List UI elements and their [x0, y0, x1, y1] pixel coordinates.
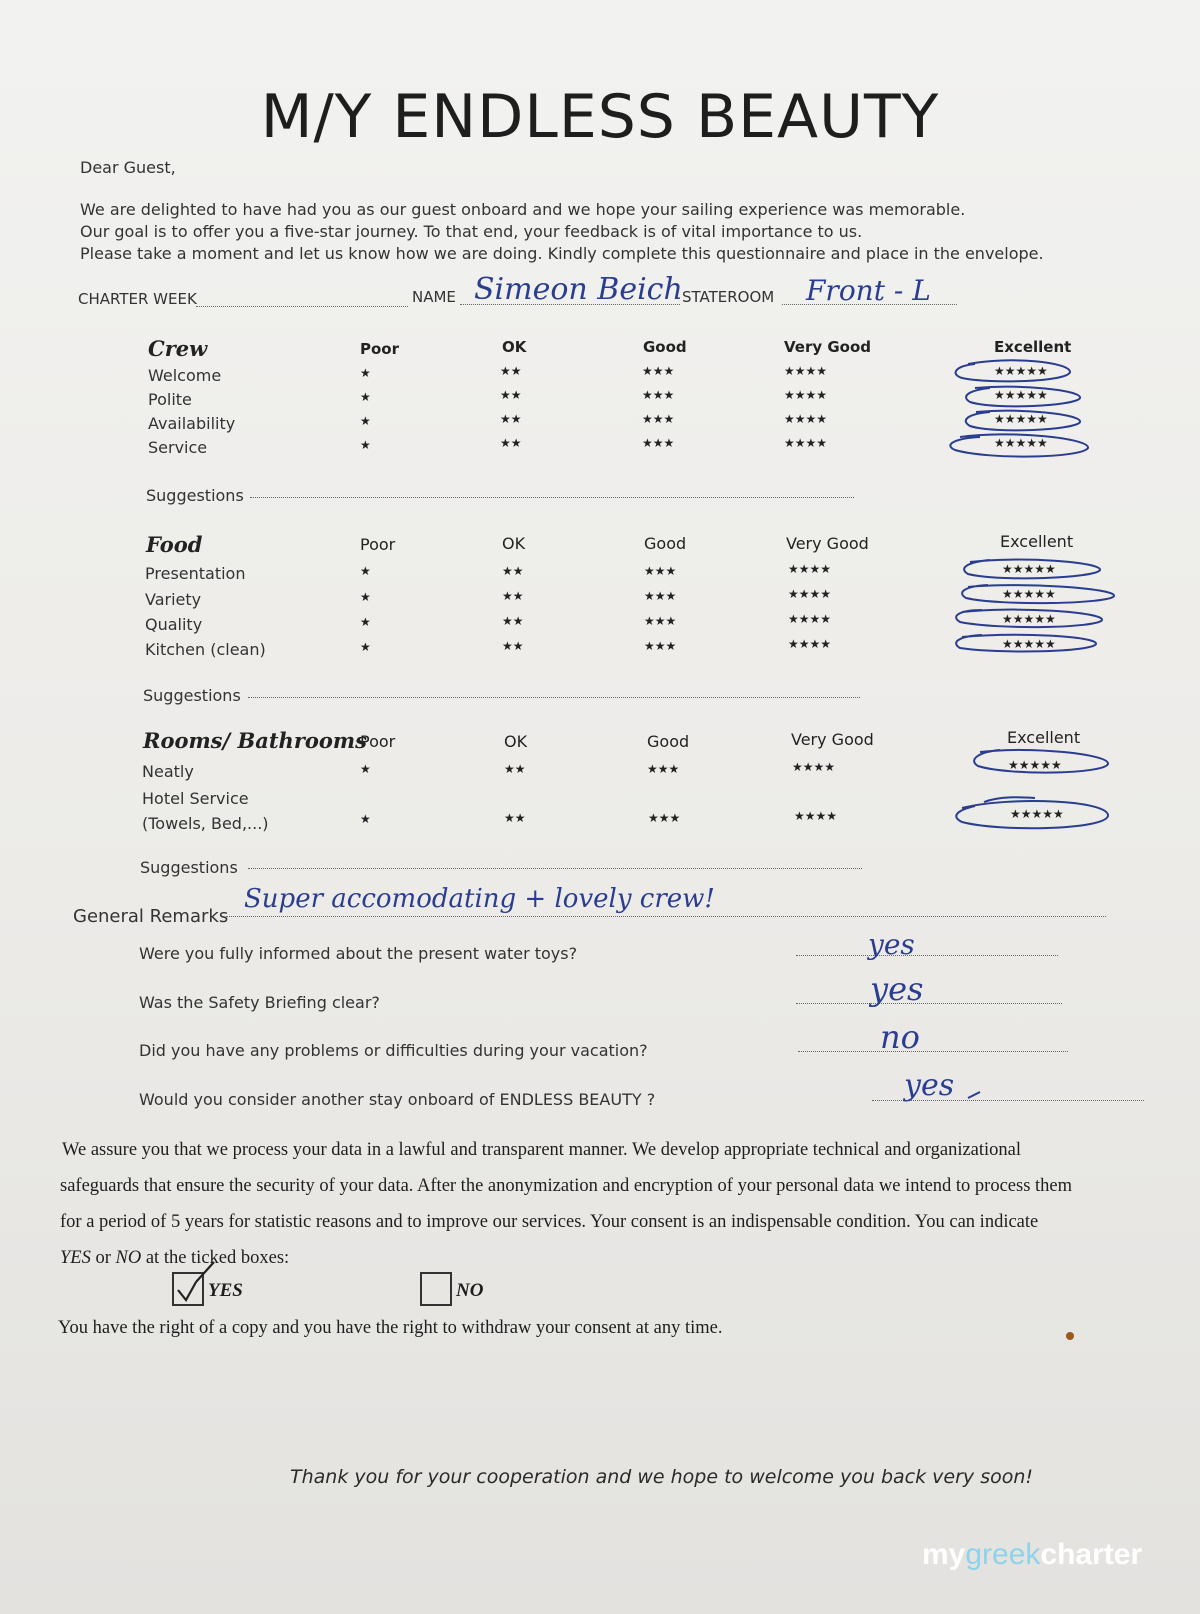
star-rating-2[interactable]: ★★: [500, 436, 522, 450]
star-rating-5[interactable]: ★★★★★: [994, 364, 1048, 378]
privacy-or-word: or: [95, 1248, 111, 1268]
answer-problems[interactable]: no: [880, 1018, 920, 1056]
crew-col-excellent: Excellent: [994, 338, 1072, 356]
star-rating-3[interactable]: ★★★: [644, 589, 677, 603]
crew-item-service: Service: [148, 438, 208, 457]
section-food-title: Food: [146, 532, 203, 557]
star-rating-1[interactable]: ★: [360, 615, 371, 629]
question-problems: Did you have any problems or difficulties during your vacation?: [139, 1041, 648, 1060]
remarks-underline-stroke: [968, 1092, 980, 1098]
star-rating-4[interactable]: ★★★★: [788, 562, 832, 576]
food-item-quality: Quality: [145, 615, 203, 634]
stateroom-value[interactable]: Front - L: [806, 274, 931, 307]
star-rating-1[interactable]: ★: [360, 762, 371, 776]
star-rating-5[interactable]: ★★★★★: [1008, 758, 1062, 772]
privacy-line-1: We assure you that we process your data in a lawful and transparent manner. We develop appropriate technical and organizational: [62, 1140, 1022, 1160]
withdraw-text: You have the right of a copy and you have the right to withdraw your consent at any time.: [58, 1318, 723, 1338]
star-rating-1[interactable]: ★: [360, 366, 371, 380]
form-title: M/Y ENDLESS BEAUTY: [260, 82, 940, 152]
star-rating-3[interactable]: ★★★: [644, 614, 677, 628]
star-rating-4[interactable]: ★★★★: [794, 809, 838, 823]
intro-line-2: Our goal is to offer you a five-star journey. To that end, your feedback is of vital importance to us.: [80, 222, 863, 241]
crew-item-availability: Availability: [148, 414, 236, 433]
consent-yes-label: YES: [208, 1280, 243, 1301]
rooms-item-hotel-service: Hotel Service (Towels, Bed,...): [142, 789, 269, 833]
privacy-tail-text: at the ticked boxes:: [145, 1248, 290, 1268]
star-rating-2[interactable]: ★★: [500, 388, 522, 402]
star-rating-2[interactable]: ★★: [502, 614, 524, 628]
star-rating-4[interactable]: ★★★★: [788, 587, 832, 601]
question-another-stay: Would you consider another stay onboard of ENDLESS BEAUTY ?: [139, 1090, 656, 1109]
star-rating-2[interactable]: ★★: [500, 412, 522, 426]
crew-col-ok: OK: [502, 338, 527, 356]
circle-mark-crew-service: [950, 434, 1088, 456]
circle-mark-crew-welcome: [956, 360, 1070, 381]
star-rating-5[interactable]: ★★★★★: [994, 388, 1048, 402]
consent-no-label: NO: [456, 1280, 484, 1301]
star-rating-2[interactable]: ★★: [504, 811, 526, 825]
star-rating-3[interactable]: ★★★: [642, 412, 675, 426]
rooms-col-ok: OK: [504, 732, 528, 751]
privacy-line-2: safeguards that ensure the security of your data. After the anonymization and encryption of your personal data we intend to process them: [60, 1176, 1073, 1196]
food-item-kitchen: Kitchen (clean): [145, 640, 266, 659]
crew-col-good: Good: [643, 338, 687, 356]
section-crew-title: Crew: [148, 336, 208, 361]
star-rating-5[interactable]: ★★★★★: [1002, 612, 1056, 626]
privacy-no-word: NO: [115, 1248, 142, 1268]
privacy-line-3: for a period of 5 years for statistic reasons and to improve our services. Your consent is an indispensable condition. You can indicate: [60, 1212, 1039, 1232]
crew-item-welcome: Welcome: [148, 366, 222, 385]
thank-you-text: Thank you for your cooperation and we hope to welcome you back very soon!: [290, 1466, 1034, 1488]
food-item-presentation: Presentation: [145, 564, 246, 583]
name-value[interactable]: Simeon Beich: [474, 272, 683, 307]
question-water-toys: Were you fully informed about the present water toys?: [139, 944, 578, 963]
food-item-variety: Variety: [145, 590, 202, 609]
star-rating-4[interactable]: ★★★★: [784, 388, 828, 402]
food-suggestions-label: Suggestions: [143, 686, 241, 705]
star-rating-5[interactable]: ★★★★★: [1002, 562, 1056, 576]
crew-item-polite: Polite: [148, 390, 192, 409]
star-rating-2[interactable]: ★★: [500, 364, 522, 378]
answer-safety-briefing[interactable]: yes: [870, 970, 924, 1008]
rooms-col-excellent: Excellent: [1007, 728, 1081, 747]
food-col-good: Good: [644, 534, 687, 553]
consent-check-mark: [178, 1262, 214, 1300]
star-rating-1[interactable]: ★: [360, 438, 371, 452]
star-rating-2[interactable]: ★★: [502, 589, 524, 603]
logo-part-my: my: [922, 1538, 966, 1571]
star-rating-4[interactable]: ★★★★: [784, 436, 828, 450]
star-rating-1[interactable]: ★: [360, 390, 371, 404]
star-rating-4[interactable]: ★★★★: [792, 760, 836, 774]
food-col-excellent: Excellent: [1000, 532, 1074, 551]
circle-mark-food-variety: [962, 585, 1114, 603]
food-col-very-good: Very Good: [786, 534, 869, 553]
greeting: Dear Guest,: [80, 158, 176, 177]
privacy-yes-word: YES: [60, 1248, 91, 1268]
circle-mark-rooms-hotel-service: [956, 797, 1108, 828]
circle-mark-food-presentation: [964, 560, 1100, 579]
star-rating-4[interactable]: ★★★★: [784, 412, 828, 426]
circle-mark-food-kitchen: [956, 635, 1096, 652]
star-rating-5[interactable]: ★★★★★: [1002, 637, 1056, 651]
star-rating-2[interactable]: ★★: [504, 762, 526, 776]
rooms-col-good: Good: [647, 732, 690, 751]
name-label: NAME: [412, 288, 456, 306]
star-rating-2[interactable]: ★★: [502, 564, 524, 578]
star-rating-3[interactable]: ★★★: [642, 436, 675, 450]
section-rooms-title: Rooms/ Bathrooms: [143, 728, 367, 753]
star-rating-1[interactable]: ★: [360, 590, 371, 604]
star-rating-3[interactable]: ★★★: [647, 762, 680, 776]
rooms-item-neatly: Neatly: [142, 762, 194, 781]
circle-mark-rooms-neatly: [974, 750, 1108, 773]
star-rating-3[interactable]: ★★★: [642, 364, 675, 378]
rooms-col-poor: Poor: [360, 732, 396, 751]
answer-another-stay[interactable]: yes: [904, 1068, 955, 1103]
star-rating-1[interactable]: ★: [360, 812, 371, 826]
food-col-poor: Poor: [360, 535, 396, 554]
answer-water-toys[interactable]: yes: [868, 928, 915, 961]
star-rating-3[interactable]: ★★★: [642, 388, 675, 402]
star-rating-5[interactable]: ★★★★★: [994, 436, 1048, 450]
stateroom-label: STATEROOM: [682, 288, 775, 306]
charter-week-label: CHARTER WEEK: [78, 290, 197, 308]
crew-col-very-good: Very Good: [784, 338, 872, 356]
general-remarks-value[interactable]: Super accomodating + lovely crew!: [244, 884, 715, 914]
question-safety-briefing: Was the Safety Briefing clear?: [139, 993, 380, 1012]
star-rating-3[interactable]: ★★★: [648, 811, 681, 825]
crew-suggestions-label: Suggestions: [146, 486, 244, 505]
general-remarks-label: General Remarks: [73, 906, 229, 927]
star-rating-4[interactable]: ★★★★: [788, 637, 832, 651]
star-rating-4[interactable]: ★★★★: [784, 364, 828, 378]
food-col-ok: OK: [502, 534, 526, 553]
ink-spot: [1066, 1332, 1074, 1340]
circle-mark-crew-polite: [966, 387, 1080, 407]
rooms-col-very-good: Very Good: [791, 730, 874, 749]
logo-part-greek: greek: [965, 1538, 1041, 1571]
star-rating-1[interactable]: ★: [360, 564, 371, 578]
logo-part-charter: charter: [1040, 1538, 1143, 1571]
circle-mark-food-quality: [956, 610, 1102, 628]
star-rating-4[interactable]: ★★★★: [788, 612, 832, 626]
crew-col-poor: Poor: [360, 340, 400, 358]
star-rating-1[interactable]: ★: [360, 640, 371, 654]
intro-line-1: We are delighted to have had you as our guest onboard and we hope your sailing experience was memorable.: [80, 200, 966, 219]
star-rating-5[interactable]: ★★★★★: [1002, 587, 1056, 601]
rooms-suggestions-label: Suggestions: [140, 858, 238, 877]
circle-mark-crew-availability: [966, 411, 1080, 431]
star-rating-5[interactable]: ★★★★★: [994, 412, 1048, 426]
star-rating-5[interactable]: ★★★★★: [1010, 807, 1064, 821]
star-rating-1[interactable]: ★: [360, 414, 371, 428]
intro-line-3: Please take a moment and let us know how we are doing. Kindly complete this questionnaire and place in the envelope.: [80, 244, 1044, 263]
star-rating-3[interactable]: ★★★: [644, 564, 677, 578]
star-rating-2[interactable]: ★★: [502, 639, 524, 653]
star-rating-3[interactable]: ★★★: [644, 639, 677, 653]
